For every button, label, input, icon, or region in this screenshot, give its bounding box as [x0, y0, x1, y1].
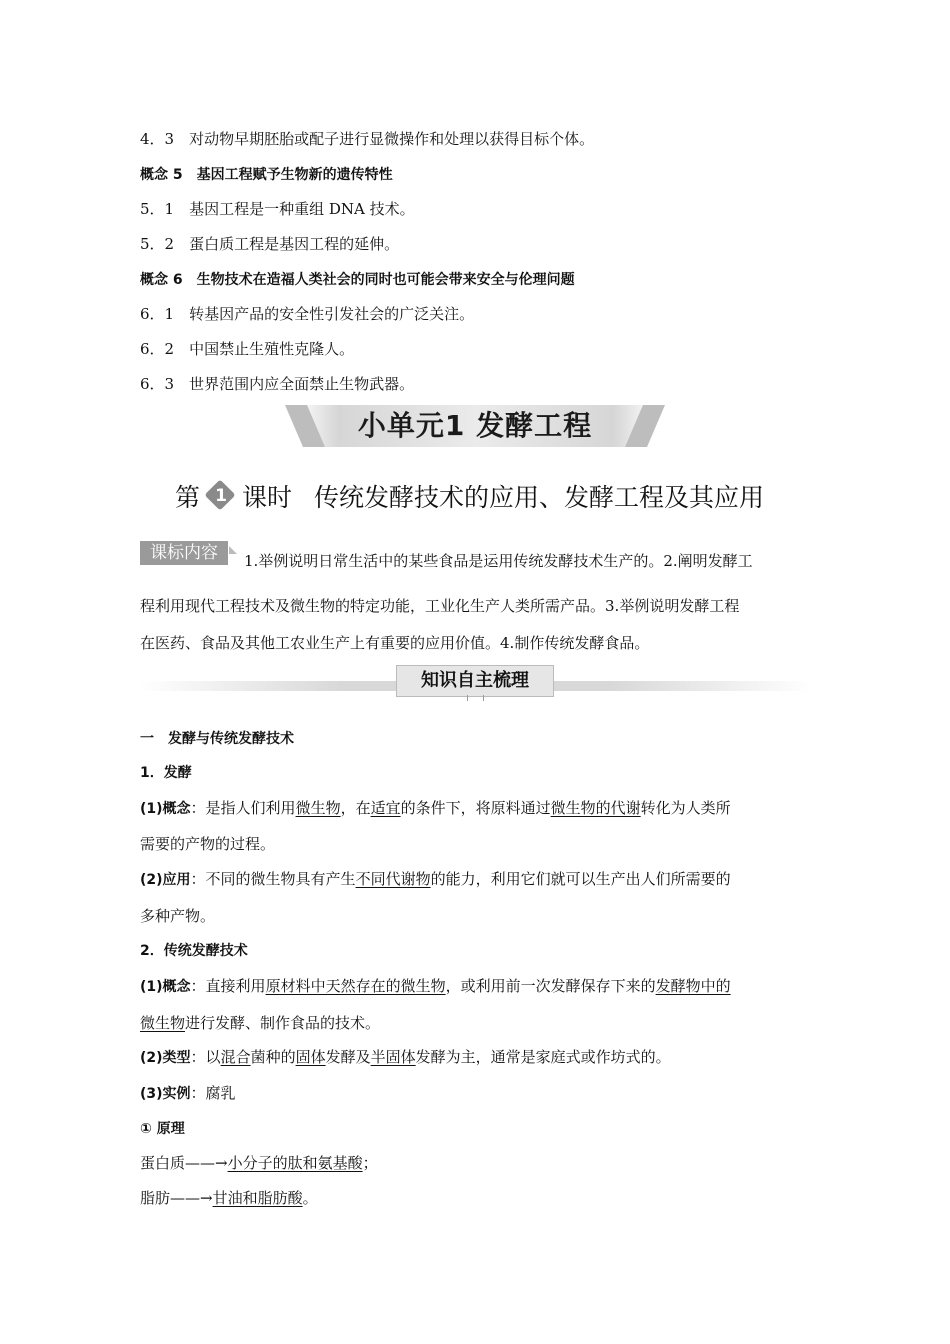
curriculum-line-1: 1.举例说明日常生活中的某些食品是运用传统发酵技术生产的。2.阐明发酵工 [244, 552, 753, 570]
item-6-2: 6．2 中国禁止生殖性克隆人。 [140, 340, 355, 358]
curriculum-line-3: 在医药、食品及其他工农业生产上有重要的应用价值。4.制作传统发酵食品。 [140, 634, 650, 652]
section-bar [140, 663, 812, 703]
subheading-traditional: 2．传统发酵技术 [140, 943, 248, 959]
concept-6-heading: 概念 6 生物技术在造福人类社会的同时也可能会带来安全与伦理问题 [140, 272, 575, 288]
principle-heading: ① 原理 [140, 1121, 185, 1137]
tag-corner-icon [229, 546, 237, 554]
item-6-1: 6．1 转基因产品的安全性引发社会的广泛关注。 [140, 305, 475, 323]
concept-5-heading: 概念 5 基因工程赋予生物新的遗传特性 [140, 167, 393, 183]
para-application-cont: 多种产物。 [140, 907, 216, 925]
section-label: 知识自主梳理 [396, 665, 554, 697]
unit-title: 小单元1 发酵工程 [357, 409, 593, 442]
item-4-3: 4．3 对动物早期胚胎或配子进行显微操作和处理以获得目标个体。 [140, 130, 595, 148]
para-traditional-concept: (1)概念：直接利用原材料中天然存在的微生物，或利用前一次发酵保存下来的发酵物中的 [140, 977, 731, 995]
curriculum-tag: 课标内容 [140, 541, 228, 565]
item-6-3: 6．3 世界范围内应全面禁止生物武器。 [140, 375, 415, 393]
item-5-2: 5．2 蛋白质工程是基因工程的延伸。 [140, 235, 400, 253]
divider-tick [467, 695, 468, 701]
heading-fermentation: 一 发酵与传统发酵技术 [140, 731, 294, 747]
item-5-1: 5．1 基因工程是一种重组 DNA 技术。 [140, 200, 415, 218]
para-concept-cont: 需要的产物的过程。 [140, 835, 276, 853]
unit-banner [285, 403, 665, 449]
reaction-protein: 蛋白质——→小分子的肽和氨基酸； [140, 1154, 378, 1172]
lesson-title: 第 1 课时 传统发酵技术的应用、发酵工程及其应用 [175, 476, 764, 516]
para-concept: (1)概念：是指人们利用微生物，在适宜的条件下，将原料通过微生物的代谢转化为人类所 [140, 799, 731, 817]
subheading-fermentation: 1．发酵 [140, 765, 192, 781]
lesson-number-badge: 1 [206, 481, 236, 511]
curriculum-line-2: 程利用现代工程技术及微生物的特定功能，工业化生产人类所需产品。3.举例说明发酵工程 [140, 597, 740, 615]
divider-tick [483, 695, 484, 701]
para-traditional-concept-cont: 微生物进行发酵、制作食品的技术。 [140, 1014, 381, 1032]
para-types: (2)类型：以混合菌种的固体发酵及半固体发酵为主，通常是家庭式或作坊式的。 [140, 1048, 671, 1066]
reaction-fat: 脂肪——→甘油和脂肪酸。 [140, 1189, 318, 1207]
para-example: (3)实例：腐乳 [140, 1084, 236, 1102]
para-application: (2)应用：不同的微生物具有产生不同代谢物的能力，利用它们就可以生产出人们所需要的 [140, 870, 731, 888]
